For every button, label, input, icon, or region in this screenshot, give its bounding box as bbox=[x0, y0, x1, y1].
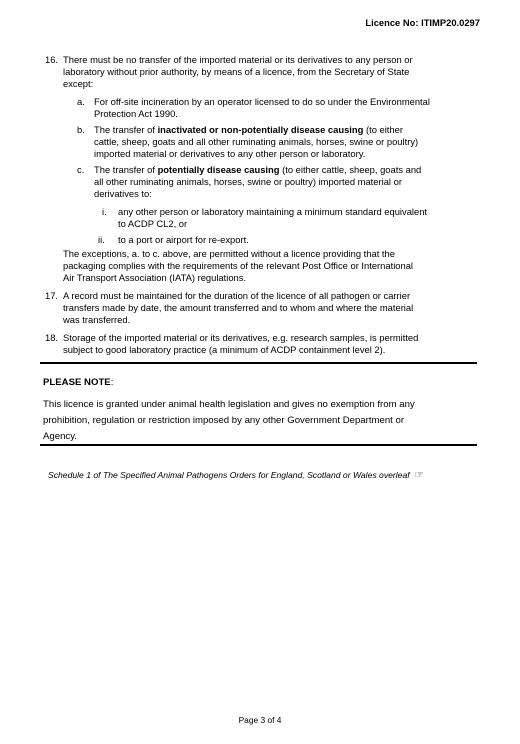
sub-sub-item-label: ii. bbox=[98, 234, 105, 245]
text-line: to ACDP CL2, or bbox=[118, 218, 188, 229]
item-number: 17. bbox=[45, 290, 59, 301]
item-number: 16. bbox=[45, 54, 59, 65]
text-line: imported material or derivatives to any other person or laboratory. bbox=[94, 148, 366, 159]
divider-top bbox=[40, 362, 477, 364]
text-line: Protection Act 1990. bbox=[94, 108, 178, 119]
text-line: transfers made by date, the amount transferred and to whom and where the material bbox=[63, 302, 414, 313]
text-line: any other person or laboratory maintaining a minimum standard equivalent bbox=[118, 206, 428, 217]
item-number: 18. bbox=[45, 332, 59, 343]
text-line: The exceptions, a. to c. above, are permitted without a licence providing that the bbox=[63, 248, 395, 259]
text-line: was transferred. bbox=[63, 314, 131, 325]
bold-text: potentially disease causing bbox=[157, 164, 280, 175]
note-heading-colon: : bbox=[110, 377, 114, 388]
text-line: to a port or airport for re-export. bbox=[118, 234, 249, 245]
text-line: A record must be maintained for the duration of the licence of all pathogen or carrier bbox=[63, 290, 411, 301]
please-note-body bbox=[43, 397, 473, 445]
text-line: For off-site incineration by an operator licensed to do so under the Environmental bbox=[94, 96, 430, 107]
text-line: Storage of the imported material or its derivatives, e.g. research samples, is permitted bbox=[63, 332, 419, 343]
text-line bbox=[94, 124, 403, 136]
text-line: Agency. bbox=[43, 431, 77, 442]
sub-item-label: b. bbox=[77, 124, 85, 135]
sub-item-label: a. bbox=[77, 96, 85, 107]
sub-sub-item-label: i. bbox=[102, 206, 107, 217]
note-heading-text: PLEASE NOTE bbox=[43, 377, 111, 388]
text-line: Air Transport Association (IATA) regulations. bbox=[63, 272, 247, 283]
schedule-text: Schedule 1 of The Specified Animal Pathogens Orders for England, Scotland or Wales overleaf bbox=[48, 470, 410, 480]
pointing-hand-icon: ☞ bbox=[414, 470, 424, 481]
text-line bbox=[94, 164, 421, 176]
text-line: derivatives to: bbox=[94, 188, 152, 199]
text-run: (to either bbox=[363, 124, 403, 135]
text-run: The transfer of bbox=[94, 164, 158, 175]
text-line: This licence is granted under animal health legislation and gives no exemption from any bbox=[43, 399, 415, 410]
text-line: prohibition, regulation or restriction imposed by any other Government Department or bbox=[43, 415, 405, 426]
text-line: laboratory without prior authority, by means of a licence, from the Secretary of State bbox=[63, 66, 410, 77]
text-line: packaging complies with the requirements of the relevant Post Office or International bbox=[63, 260, 414, 271]
please-note-heading bbox=[43, 377, 113, 388]
text-line: except: bbox=[63, 78, 94, 89]
schedule-reference bbox=[48, 470, 424, 481]
licence-number: Licence No: ITIMP20.0297 bbox=[365, 17, 480, 28]
text-line: all other ruminating animals, horses, swine or poultry) imported material or bbox=[94, 176, 402, 187]
bold-text: inactivated or non-potentially disease causing bbox=[157, 124, 364, 135]
text-line: subject to good laboratory practice (a minimum of ACDP containment level 2). bbox=[63, 344, 386, 355]
text-run: (to either cattle, sheep, goats and bbox=[279, 164, 422, 175]
text-line: There must be no transfer of the imported material or its derivatives to any person or bbox=[63, 54, 413, 65]
text-line: cattle, sheep, goats and all other ruminating animals, horses, swine or poultry) bbox=[94, 136, 419, 147]
text-run: The transfer of bbox=[94, 124, 158, 135]
sub-item-label: c. bbox=[77, 164, 85, 175]
divider-bottom bbox=[40, 444, 477, 446]
page-number: Page 3 of 4 bbox=[238, 715, 282, 725]
